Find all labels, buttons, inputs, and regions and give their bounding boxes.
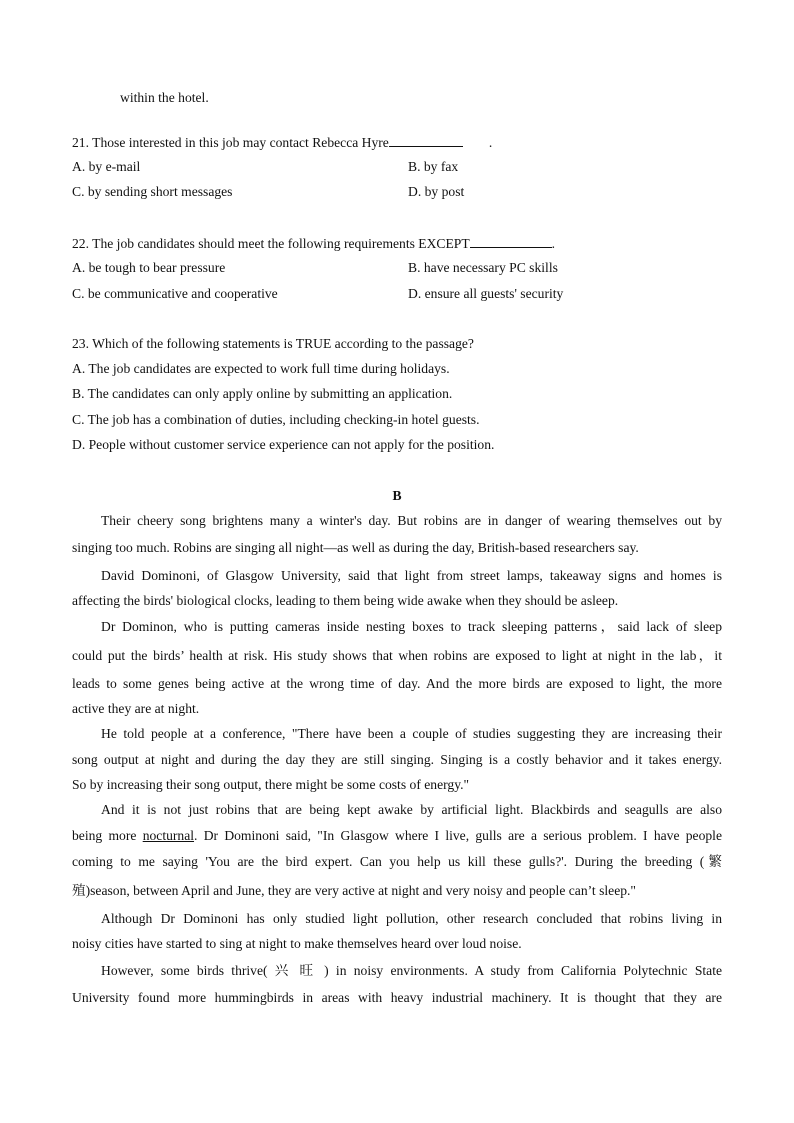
section-heading: B: [392, 488, 402, 503]
passage-line: University found more hummingbirds in areas with heavy industrial machinery. It is thought that they are: [72, 990, 722, 1005]
passage-line: So by increasing their song output, there might be some costs of energy.": [72, 777, 470, 792]
passage-line: leads to some genes being active at the wrong time of day. And the more birds are exposed to light, the more: [72, 676, 722, 691]
question-23-stem: 23. Which of the following statements is TRUE according to the passage?: [72, 336, 474, 351]
passage-line: coming to me saying 'You are the bird expert. Can you help us kill these gulls?'. During the breeding (繁: [72, 854, 722, 869]
question-21: [72, 133, 492, 152]
passage-line: And it is not just robins that are being kept awake by artificial light. Blackbirds and seagulls are also: [101, 802, 722, 817]
q21-option-b: B. by fax: [408, 159, 459, 174]
passage-text: being more: [72, 828, 143, 843]
q23-option-c: C. The job has a combination of duties, including checking-in hotel guests.: [72, 412, 480, 427]
passage-text: . Dr Dominoni said, "In Glasgow where I live, gulls are a serious problem. I have people: [194, 828, 722, 843]
passage-line: Dr Dominon, who is putting cameras inside nesting boxes to track sleeping patterns，said lack of sleep: [101, 619, 722, 634]
passage-line: noisy cities have started to sing at night to make themselves heard over loud noise.: [72, 936, 522, 951]
q21-option-c: C. by sending short messages: [72, 184, 233, 199]
passage-line: affecting the birds' biological clocks, leading to them being wide awake when they should be asleep.: [72, 593, 619, 608]
q22-option-b: B. have necessary PC skills: [408, 260, 558, 275]
question-22: [72, 234, 555, 253]
underlined-word: nocturnal: [142, 828, 195, 843]
passage-line: could put the birds’ health at risk. His study shows that when robins are exposed to light at night in the lab，it: [72, 648, 722, 663]
question-21-stem: 21. Those interested in this job may contact Rebecca Hyre: [72, 135, 389, 150]
passage-line: Although Dr Dominoni has only studied light pollution, other research concluded that robins living in: [101, 911, 722, 926]
passage-line: However, some birds thrive( 兴 旺 ) in noisy environments. A study from California Polytechnic State: [101, 963, 722, 978]
passage-line: 殖)season, between April and June, they are very active at night and very noisy and people can’t sleep.": [72, 883, 636, 898]
passage-line: active they are at night.: [72, 701, 200, 716]
passage-line: [72, 827, 722, 845]
passage-line: singing too much. Robins are singing all night—as well as during the day, British-based researchers say.: [72, 540, 639, 555]
q23-option-b: B. The candidates can only apply online by submitting an application.: [72, 386, 453, 401]
answer-blank: [389, 133, 463, 147]
passage-line: He told people at a conference, "There have been a couple of studies suggesting they are increasing their: [101, 726, 722, 741]
q23-option-a: A. The job candidates are expected to work full time during holidays.: [72, 361, 450, 376]
question-22-end: .: [551, 236, 556, 251]
q22-option-c: C. be communicative and cooperative: [72, 286, 278, 301]
q23-option-d: D. People without customer service experience can not apply for the position.: [72, 437, 495, 452]
passage-line: Their cheery song brightens many a winter's day. But robins are in danger of wearing themselves out by: [101, 513, 722, 528]
question-21-end: .: [488, 135, 493, 150]
passage-line: song output at night and during the day they are still singing. Singing is a costly behavior and it takes energy.: [72, 752, 722, 767]
q22-option-a: A. be tough to bear pressure: [72, 260, 226, 275]
passage-line: David Dominoni, of Glasgow University, said that light from street lamps, takeaway signs and homes is: [101, 568, 722, 583]
q21-option-d: D. by post: [408, 184, 465, 199]
answer-blank: [470, 234, 552, 248]
previous-line: within the hotel.: [120, 90, 209, 105]
question-22-stem: 22. The job candidates should meet the following requirements EXCEPT: [72, 236, 470, 251]
q21-option-a: A. by e-mail: [72, 159, 141, 174]
q22-option-d: D. ensure all guests' security: [408, 286, 564, 301]
